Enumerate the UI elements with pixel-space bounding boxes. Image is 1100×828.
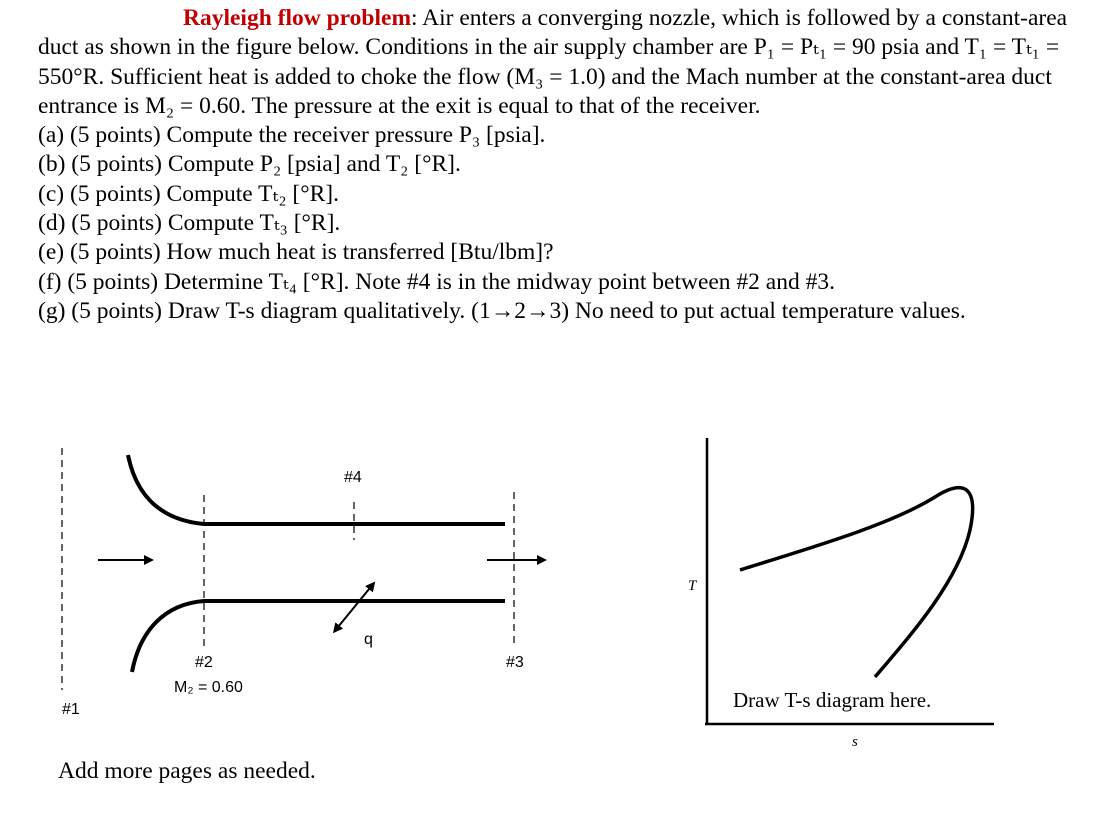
question-f: (f) (5 points) Determine Tₜ₄ [°R]. Note #4 is in the midway point between #2 and #3. <box>38 268 835 295</box>
heat-arrow <box>338 583 374 627</box>
station-2-label: #2 <box>195 654 213 671</box>
rayleigh-curve <box>740 488 973 677</box>
station-4-label: #4 <box>344 469 362 486</box>
question-a: (a) (5 points) Compute the receiver pressure P₃ [psia]. <box>38 122 546 149</box>
s-axis-label: s <box>852 734 858 750</box>
footer-note: Add more pages as needed. <box>58 758 316 784</box>
station-3-label: #3 <box>506 654 524 671</box>
question-g: (g) (5 points) Draw T-s diagram qualitatively. (1→2→3) No need to put actual temperature values. <box>38 297 966 324</box>
problem-intro-text: : Air enters a converging nozzle, which is followed by a constant-area duct as shown in the figure below. Conditions in the air supply chamber are P₁ = Pₜ₁ = 90 psia and T₁ = Tₜ₁ = 550°R. Sufficient heat is added to choke the flow (M₃ = 1.0) and the Mach number at the constant-area duct entrance is M₂ = 0.60. The pressure at the exit is equal to that of the receiver. <box>38 5 1068 119</box>
lower-wall <box>132 601 505 672</box>
ts-prompt: Draw T-s diagram here. <box>733 688 932 712</box>
question-d: (d) (5 points) Compute Tₜ₃ [°R]. <box>38 210 341 237</box>
problem-title: Rayleigh flow problem <box>183 5 412 31</box>
heat-label: q <box>364 631 373 648</box>
question-c: (c) (5 points) Compute Tₜ₂ [°R]. <box>38 180 339 207</box>
t-axis-label: T <box>688 578 697 594</box>
upper-wall <box>128 455 505 524</box>
ts-diagram <box>688 438 994 750</box>
station-1-label: #1 <box>62 701 80 718</box>
question-e: (e) (5 points) How much heat is transferred [Btu/lbm]? <box>38 239 554 266</box>
question-b: (b) (5 points) Compute P₂ [psia] and T₂ [°R]. <box>38 151 461 178</box>
mach-2-label: M₂ = 0.60 <box>174 679 243 696</box>
nozzle-duct-figure <box>62 448 545 718</box>
